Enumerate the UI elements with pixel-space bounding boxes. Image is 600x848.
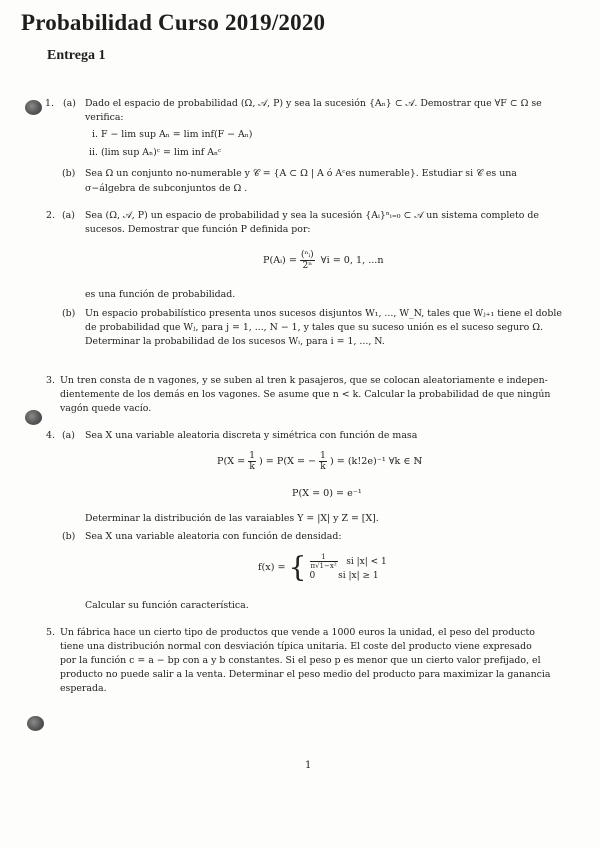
problem-4b-text: Sea X una variable aleatoria con función de densidad:	[85, 531, 342, 542]
formula-density	[258, 550, 387, 584]
density-cases	[310, 553, 387, 582]
problem-5-text-4: producto no puede salir a la venta. Determinar el peso medio del producto para maximizar la ganancia	[60, 669, 551, 680]
problem-5-number: 5.	[46, 627, 55, 638]
formula-rhs: ∀i = 0, 1, ...n	[320, 255, 384, 266]
problem-1a-item-i: i. F − lim sup Aₙ = lim inf(F − Aₙ)	[92, 129, 253, 140]
problem-2a-text-3: es una función de probabilidad.	[85, 289, 236, 300]
problem-3-text-3: vagón quede vacío.	[60, 403, 152, 414]
problem-5-text-2: tiene una distribución normal con desviación típica unitaria. El coste del producto viene expresado	[60, 641, 532, 652]
mass-num-2: 1	[320, 451, 326, 461]
case-2-value: 0	[309, 571, 316, 581]
problem-2a-label: (a)	[62, 210, 75, 221]
case-1-fraction	[310, 553, 338, 570]
formula-numerator: (ⁿᵢ)	[300, 250, 314, 260]
mass-fraction-2	[319, 451, 327, 472]
punch-hole-top	[25, 100, 42, 115]
problem-2a-text: Sea (Ω, 𝒜, P) un espacio de probabilidad y sea la sucesión {Aᵢ}ⁿᵢ₌₀ ⊂ 𝒜 un sistema completo de	[85, 210, 539, 221]
problem-5-text-1: Un fábrica hace un cierto tipo de productos que vende a 1000 euros la unidad, el peso del producto	[60, 627, 535, 638]
formula-lhs: P(Aᵢ) =	[263, 255, 297, 266]
problem-4a-label: (a)	[62, 430, 75, 441]
mass-den-1: k	[249, 462, 255, 472]
problem-4b-text-2: Calcular su función característica.	[85, 600, 249, 611]
problem-2b-text-2: de probabilidad que Wⱼ, para j = 1, ..., N − 1, y tales que su suceso unión es el suceso seguro Ω.	[85, 322, 543, 333]
problem-4a-text-2: Determinar la distribución de las varaiables Y = |X| y Z = [X].	[85, 513, 379, 524]
mass-mid: ) = P(X = −	[258, 456, 317, 467]
formula-probability-definition	[263, 250, 384, 271]
case-2-condition: si |x| ≥ 1	[338, 571, 379, 581]
problem-2b-text: Un espacio probabilístico presenta unos sucesos disjuntos W₁, ..., W_N, tales que Wⱼ₊₁ tiene el doble	[85, 308, 562, 319]
mass-den-2: k	[320, 462, 326, 472]
density-brace: {	[288, 550, 307, 584]
problem-2b-text-3: Determinar la probabilidad de los sucesos Wᵢ, para i = 1, ..., N.	[85, 336, 385, 347]
page-number: 1	[305, 760, 312, 771]
formula-fraction	[300, 250, 315, 271]
mass-left: P(X =	[217, 456, 246, 467]
problem-4a-text: Sea X una variable aleatoria discreta y simétrica con función de masa	[85, 430, 418, 441]
problem-1b-label: (b)	[62, 168, 76, 179]
mass-num-1: 1	[249, 451, 255, 461]
case-1-den: π√1−x²	[310, 562, 337, 570]
problem-1a-text: Dado el espacio de probabilidad (Ω, 𝒜, P) y sea la sucesión {Aₙ} ⊂ 𝒜. Demostrar que ∀F ⊂ Ω se	[85, 98, 542, 109]
case-1-condition: si |x| < 1	[346, 557, 387, 567]
problem-3-number: 3.	[46, 375, 55, 386]
page-title: Probabilidad Curso 2019/2020	[21, 10, 326, 35]
problem-1a-text-2: verifica:	[85, 112, 124, 123]
punch-hole-bottom	[27, 716, 44, 731]
density-lhs: f(x) =	[258, 562, 286, 573]
problem-4-number: 4.	[46, 430, 55, 441]
problem-4b-label: (b)	[62, 531, 76, 542]
problem-1b-text: Sea Ω un conjunto no-numerable y 𝒞 = {A ⊂ Ω | A ó Aᶜes numerable}. Estudiar si 𝒞 es una	[85, 168, 517, 179]
problem-3-text-2: dientemente de los demás en los vagones. Se asume que n < k. Calcular la probabilidad de que ningún	[60, 389, 551, 400]
formula-mass-function	[217, 451, 422, 472]
problem-2b-label: (b)	[62, 308, 76, 319]
problem-1a-item-ii: ii. (lim sup Aₙ)ᶜ = lim inf Aₙᶜ	[89, 147, 222, 158]
page-subtitle: Entrega 1	[47, 48, 106, 63]
problem-1b-text-2: σ−álgebra de subconjuntos de Ω .	[85, 183, 248, 194]
problem-5-text-5: esperada.	[60, 683, 107, 694]
problem-2-number: 2.	[46, 210, 55, 221]
formula-mass-zero: P(X = 0) = e⁻¹	[292, 488, 362, 499]
problem-2a-text-2: sucesos. Demostrar que función P definida por:	[85, 224, 311, 235]
formula-denominator: 2ⁿ	[302, 261, 313, 271]
problem-1-number: 1.	[45, 98, 54, 109]
mass-fraction-1	[248, 451, 256, 472]
problem-1a-label: (a)	[63, 98, 76, 109]
punch-hole-middle	[25, 410, 42, 425]
problem-3-text-1: Un tren consta de n vagones, y se suben al tren k pasajeros, que se colocan aleatoriamente e indepen-	[60, 375, 548, 386]
case-1-num: 1	[310, 553, 338, 562]
problem-5-text-3: por la función c = a − bp con a y b constantes. Si el peso p es menor que un cierto valor prefijado, el	[60, 655, 541, 666]
mass-right: ) = (k!2e)⁻¹ ∀k ∈ ℕ	[329, 456, 423, 467]
